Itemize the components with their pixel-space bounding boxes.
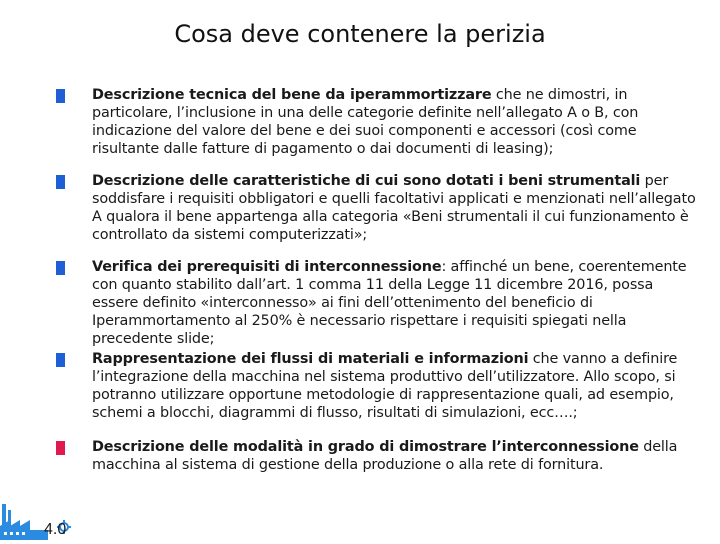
bullet-text: per soddisfare i requisiti obbligatori e quelli facoltativi applicati e menzionati nell’allegato A qualora il bene appartenga alla categoria «Beni strumentali il cui funzionamento è controllato da sistemi computerizzati»; — [92, 173, 696, 243]
slide-title: Cosa deve contenere la perizia — [174, 20, 546, 48]
bullet-text: che vanno a definire l’integrazione della macchina nel sistema produttivo dell’utilizzatore. Allo scopo, si potranno utilizzare opportune metodologie di rappresentazione quali, ad esempio, schemi a blocchi, diagrammi di flusso, risultati di simulazioni, ecc….; — [92, 351, 678, 421]
bullet-heading: Verifica dei prerequisiti di interconnessione — [92, 259, 442, 275]
bullet-list — [56, 86, 696, 488]
bullet-item — [56, 350, 696, 422]
bullet-item — [56, 258, 696, 348]
logo-text: 4.0 — [44, 521, 67, 538]
bullet-square-icon — [56, 353, 65, 367]
bullet-text: che ne dimostri, in particolare, l’inclusione in una delle categorie definite nell’allegato A o B, con indicazione del valore del bene e dei suoi componenti e accessori (così come risultante dalle fatture di pagamento o dai documenti di leasing); — [92, 87, 639, 157]
bullet-text: : affinché un bene, coerentemente con quanto stabilito dall’art. 1 comma 11 della Legge 11 dicembre 2016, possa essere definito «interconnesso» ai fini dell’ottenimento del beneficio di Iperammortamento al 250% è necessario rispettare i requisiti spiegati nella precedente slide; — [92, 259, 687, 347]
bullet-square-icon — [56, 175, 65, 189]
bullet-square-icon — [56, 261, 65, 275]
bullet-heading: Descrizione tecnica del bene da iperammortizzare — [92, 87, 492, 103]
bullet-item — [56, 438, 696, 474]
bullet-heading: Rappresentazione dei flussi di materiali e informazioni — [92, 351, 529, 367]
bullet-heading: Descrizione delle modalità in grado di dimostrare l’interconnessione — [92, 439, 639, 455]
bullet-item — [56, 86, 696, 158]
bullet-heading: Descrizione delle caratteristiche di cui sono dotati i beni strumentali — [92, 173, 641, 189]
industry-4-0-logo-icon — [0, 496, 72, 540]
bullet-item — [56, 172, 696, 244]
bullet-square-icon — [56, 89, 65, 103]
bullet-text: della macchina al sistema di gestione della produzione o alla rete di fornitura. — [92, 439, 678, 473]
bullet-square-icon — [56, 441, 65, 455]
